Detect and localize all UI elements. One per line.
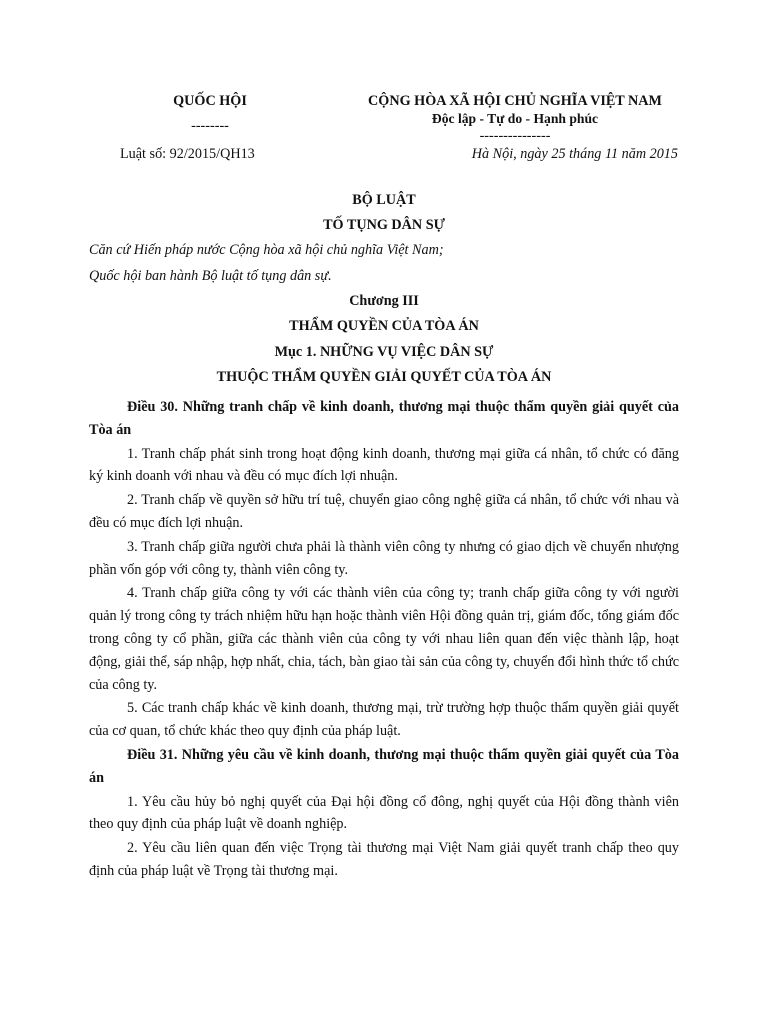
section-heading-line2: THUỘC THẨM QUYỀN GIẢI QUYẾT CỦA TÒA ÁN	[216, 369, 552, 385]
section-heading-line1: Mục 1. NHỮNG VỤ VIỆC DÂN SỰ	[274, 344, 494, 360]
national-motto-divider: ---------------	[479, 128, 551, 144]
chapter-name: THẨM QUYỀN CỦA TÒA ÁN	[289, 318, 479, 334]
article-31-item: 2. Yêu cầu liên quan đến việc Trọng tài thương mại Việt Nam giải quyết tranh chấp theo quy định của pháp luật về Trọng tài thương mại.	[89, 840, 679, 879]
issuing-body-divider: --------	[191, 118, 229, 134]
chapter-number: Chương III	[349, 293, 419, 309]
article-30-title: Điều 30. Những tranh chấp về kinh doanh, thương mại thuộc thẩm quyền giải quyết của Tòa án	[89, 399, 679, 438]
law-number: Luật số: 92/2015/QH13	[120, 146, 255, 162]
national-motto: Độc lập - Tự do - Hạnh phúc	[431, 111, 599, 126]
document-title-line2: TỐ TỤNG DÂN SỰ	[323, 217, 445, 233]
national-title: CỘNG HÒA XÃ HỘI CHỦ NGHĨA VIỆT NAM	[368, 93, 662, 109]
preamble-line2: Quốc hội ban hành Bộ luật tố tụng dân sự.	[89, 268, 332, 284]
issuing-body: QUỐC HỘI	[173, 93, 247, 109]
article-30-item: 5. Các tranh chấp khác về kinh doanh, thương mại, trừ trường hợp thuộc thẩm quyền giải quyết của cơ quan, tổ chức khác theo quy định của pháp luật.	[89, 700, 679, 740]
article-30-item: 3. Tranh chấp giữa người chưa phải là thành viên công ty nhưng có giao dịch về chuyển nhượng phần vốn góp với công ty, thành viên công ty.	[89, 538, 679, 578]
place-date: Hà Nội, ngày 25 tháng 11 năm 2015	[471, 146, 678, 162]
article-30-item: 2. Tranh chấp về quyền sở hữu trí tuệ, chuyển giao công nghệ giữa cá nhân, tổ chức với nhau và đều có mục đích lợi nhuận.	[89, 492, 679, 531]
body-text	[89, 396, 679, 884]
article-30-item: 1. Tranh chấp phát sinh trong hoạt động kinh doanh, thương mại giữa cá nhân, tổ chức có đăng ký kinh doanh với nhau và đều có mục đích lợi nhuận.	[89, 445, 679, 485]
document-title-line1: BỘ LUẬT	[352, 192, 416, 208]
article-31-title: Điều 31. Những yêu cầu về kinh doanh, thương mại thuộc thẩm quyền giải quyết của Tòa án	[89, 746, 679, 786]
article-31-item: 1. Yêu cầu hủy bỏ nghị quyết của Đại hội đồng cổ đông, nghị quyết của Hội đồng thành viên theo quy định của pháp luật về doanh nghiệp.	[89, 793, 679, 833]
article-30-item: 4. Tranh chấp giữa công ty với các thành viên của công ty; tranh chấp giữa công ty với người quản lý trong công ty trách nhiệm hữu hạn hoặc thành viên Hội đồng quản trị, giám đốc, tổng giám đốc trong công ty cổ phần, giữa các thành viên của công ty với nhau liên quan đến việc thành lập, hoạt động, giải thể, sáp nhập, hợp nhất, chia, tách, bàn giao tài sản của công ty, chuyển đổi hình thức tổ chức của công ty.	[89, 585, 679, 693]
preamble-line1: Căn cứ Hiến pháp nước Cộng hòa xã hội chủ nghĩa Việt Nam;	[89, 242, 444, 258]
